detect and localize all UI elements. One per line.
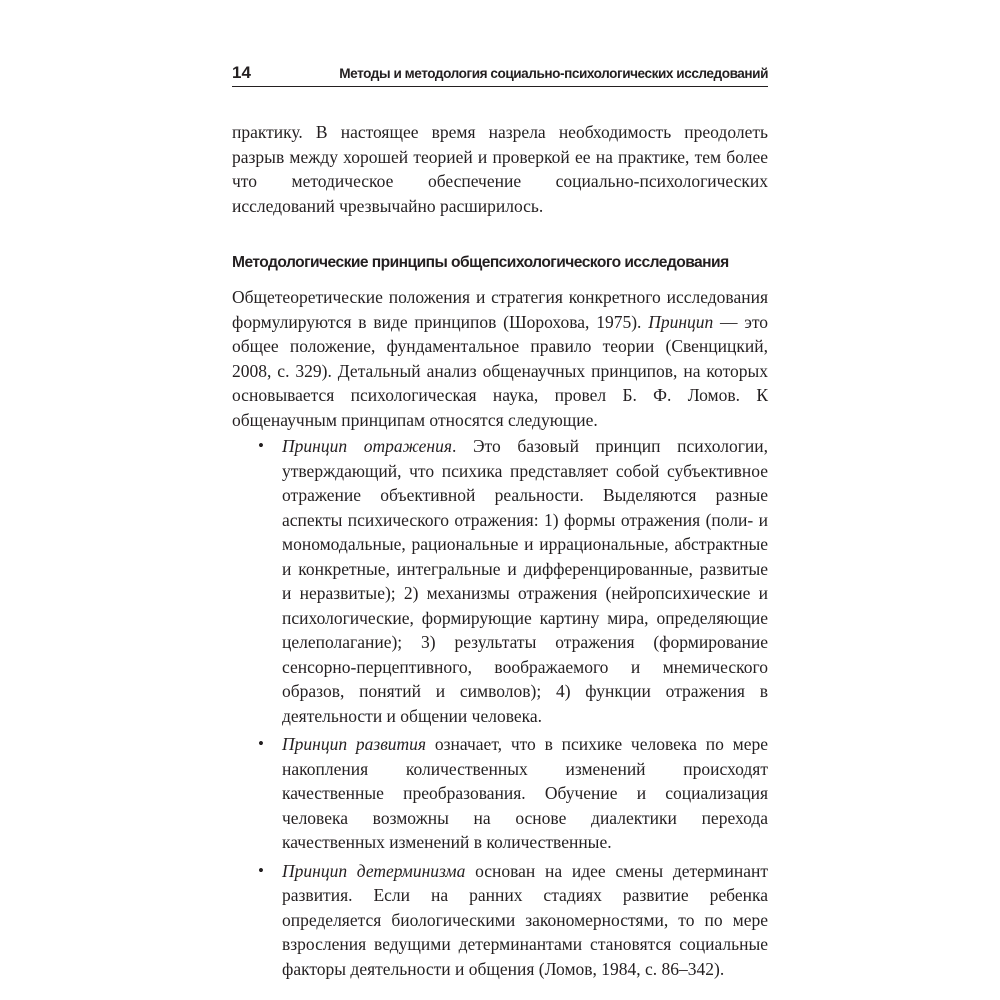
section-heading: Методологические принципы общепсихологического исследования xyxy=(232,254,729,271)
running-header xyxy=(232,62,768,87)
list-item xyxy=(232,859,768,982)
paragraph-text-part1: Общетеоретические положения и стратегия конкретного исследования формулируются в виде принципов (Шорохова, 1975). xyxy=(232,287,768,332)
list-item xyxy=(232,434,768,728)
principle-term: Принцип развития xyxy=(282,734,427,754)
principle-term: Принцип отражения xyxy=(282,436,452,456)
bullet-icon: • xyxy=(258,860,264,880)
bullet-icon: • xyxy=(258,436,264,455)
section-paragraph xyxy=(232,285,768,432)
list-item xyxy=(232,732,768,855)
page-number: 14 xyxy=(232,63,251,82)
running-title: Методы и методология социально-психологических исследований xyxy=(339,66,768,81)
principle-term: Принцип детерминизма xyxy=(282,860,466,881)
intro-paragraph: практику. В настоящее время назрела необходимость преодолеть разрыв между хорошей теорией и проверкой ее на практике, тем более что методическое обеспечение социально-психологических исследований чрезвычайно расширилось. xyxy=(232,122,768,216)
paragraph-text-part2: — это общее положение, фундаментальное правило теории (Свенцицкий, 2008, с. 329). Детальный анализ общенаучных принципов, на которых основывается психологическая наука, провел Б. Ф. Ломов. К общенаучным принципам относятся следующие. xyxy=(232,311,768,430)
principle-text: означает, что в психике человека по мере накопления количественных изменений происходят качественные преобразования. Обучение и социализация человека возможны на основе диалектики перехода качественных изменений в количественные. xyxy=(282,734,768,852)
principle-text: . Это базовый принцип психологии, утверждающий, что психика представляет собой субъективное отражение объективной реальности. Выделяются разные аспекты психического отражения: 1) формы отражения (поли- и мономодальные, рациональные и иррациональные, абстрактные и конкретные, интегральные и дифференцированные, развитые и неразвитые); 2) механизмы отражения (нейропсихические и психологические, формирующие картину мира, определяющие целеполагание); 3) результаты отражения (формирование сенсорно-перцептивного, воображаемого и мнемического образов, понятий и символов); 4) функции отражения в деятельности и общении человека. xyxy=(282,436,768,726)
paragraph-term: Принцип xyxy=(648,311,714,332)
bullet-icon: • xyxy=(258,734,264,753)
page-body xyxy=(232,118,768,981)
principles-list xyxy=(232,434,768,981)
principle-text: основан на идее смены детерминант развития. Если на ранних стадиях развитие ребенка определяется биологическими закономерностями, то по мере взросления ведущими детерминантами становятся социальные факторы деятельности и общения (Ломов, 1984, с. 86–342). xyxy=(282,860,768,979)
